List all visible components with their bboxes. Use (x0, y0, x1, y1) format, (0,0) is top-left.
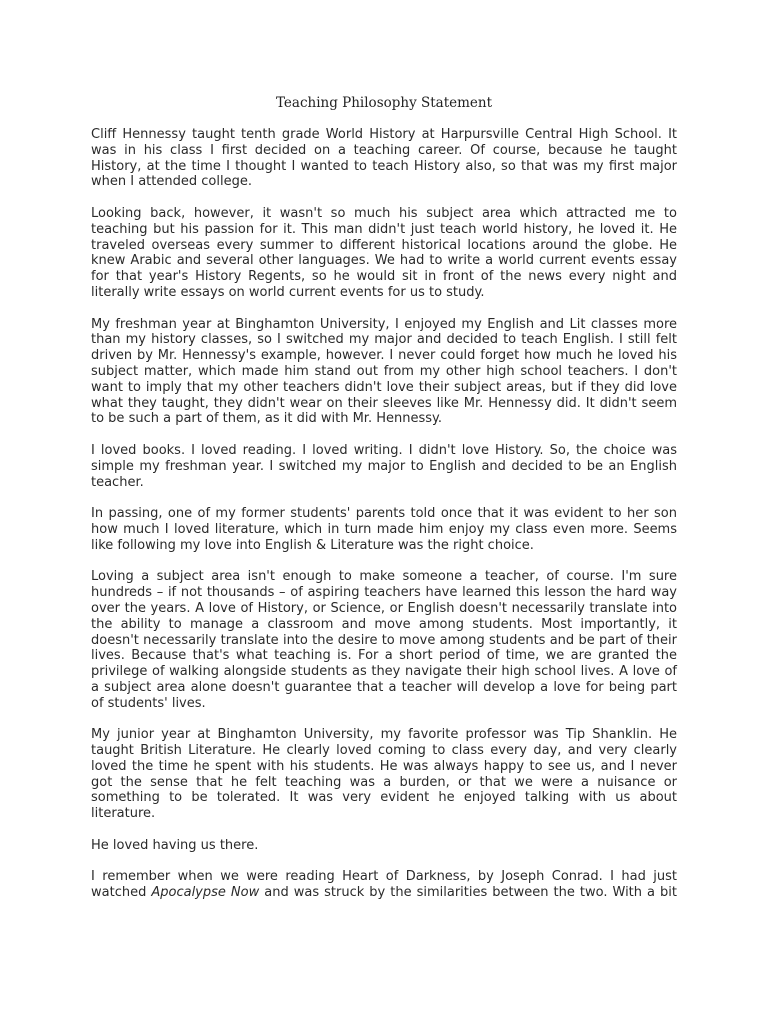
document-body (91, 127, 677, 917)
paragraph: My freshman year at Binghamton University, I enjoyed my English and Lit classes more than my history classes, so I switched my major and decided to teach English. I still felt driven by Mr. Hennessy's example, however. I never could forget how much he loved his subject matter, which made him stand out from my other high school teachers. I don't want to imply that my other teachers didn't love their subject areas, but if they did love what they taught, they didn't wear on their sleeves like Mr. Hennessy did. It didn't seem to be such a part of them, as it did with Mr. Hennessy. (91, 316, 677, 427)
paragraph: My junior year at Binghamton University, my favorite professor was Tip Shanklin. He taught British Literature. He clearly loved coming to class every day, and very clearly loved the time he spent with his students. He was always happy to see us, and I never got the sense that he felt teaching was a burden, or that we were a nuisance or something to be tolerated. It was very evident he enjoyed talking with us about literature. (91, 727, 677, 822)
film-title-italic: Apocalypse Now (151, 885, 260, 901)
paragraph: Cliff Hennessy taught tenth grade World History at Harpursville Central High School. It was in his class I first decided on a teaching career. Of course, because he taught History, at the time I thought I wanted to teach History also, so that was my first major when I attended college. (91, 127, 677, 190)
paragraph-partial (91, 869, 677, 901)
paragraph: I loved books. I loved reading. I loved writing. I didn't love History. So, the choice was simple my freshman year. I switched my major to English and decided to be an English teacher. (91, 442, 677, 490)
paragraph: Loving a subject area isn't enough to make someone a teacher, of course. I'm sure hundreds – if not thousands – of aspiring teachers have learned this lesson the hard way over the years. A love of History, or Science, or English doesn't necessarily translate into the ability to manage a classroom and move among students. Most importantly, it doesn't necessarily translate into the desire to move among students and be part of their lives. Because that's what teaching is. For a short period of time, we are granted the privilege of walking alongside students as they navigate their high school lives. A love of a subject area alone doesn't guarantee that a teacher will develop a love for being part of students' lives. (91, 569, 677, 711)
paragraph-text-before: I remember when we were reading Heart of Darkness, by Joseph Conrad. I had just watched (91, 869, 677, 901)
paragraph-text-after: and was struck by the similarities between the two. With a bit (259, 885, 677, 901)
document-title: Teaching Philosophy Statement (275, 95, 493, 111)
paragraph: He loved having us there. (91, 837, 259, 853)
paragraph: Looking back, however, it wasn't so much his subject area which attracted me to teaching but his passion for it. This man didn't just teach world history, he loved it. He traveled overseas every summer to different historical locations around the globe. He knew Arabic and several other languages. We had to write a world current events essay for that year's History Regents, so he would sit in front of the news every night and literally write essays on world current events for us to study. (91, 205, 677, 300)
paragraph: In passing, one of my former students' parents told once that it was evident to her son how much I loved literature, which in turn made him enjoy my class even more. Seems like following my love into English & Literature was the right choice. (91, 506, 677, 553)
